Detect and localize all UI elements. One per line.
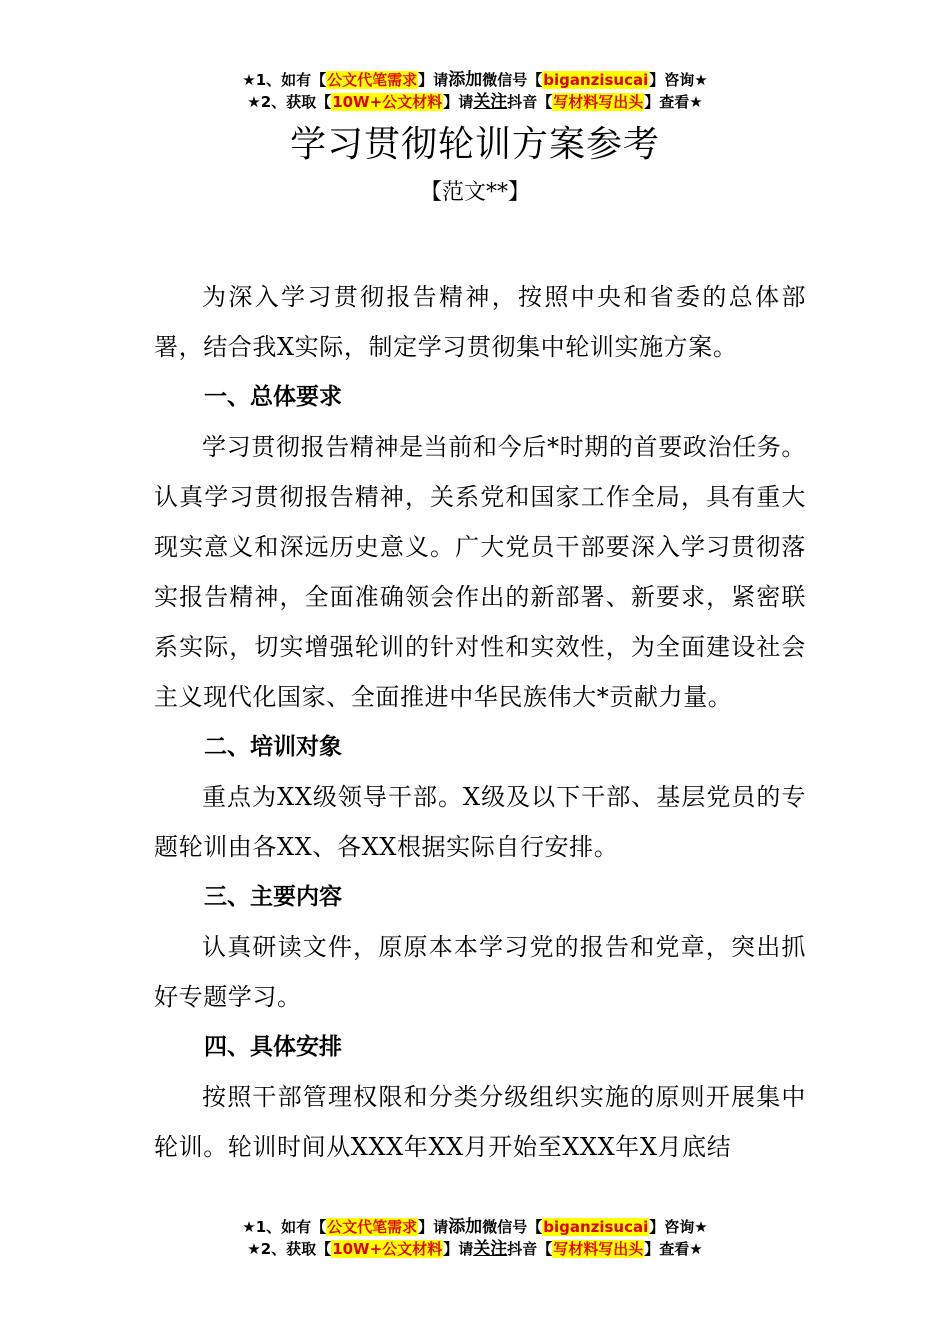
promo-banner-bottom [0,1216,950,1260]
section-heading: 一、总体要求 [204,384,342,410]
document-title: 学习贯彻轮训方案参考 [289,124,660,165]
highlight-service: 公文代笔需求 [327,1218,418,1236]
highlight-materials: 10W+公文材料 [332,93,443,111]
section-paragraph: 重点为XX级领导干部。X级及以下干部、基层党员的专题轮训由各XX、各XX根据实际自行安排。 [154,783,806,861]
section-heading: 三、主要内容 [204,884,342,910]
highlight-wechat-id: biganzisucai [543,1218,649,1236]
highlight-wechat-id: biganzisucai [543,71,649,89]
intro-paragraph: 为深入学习贯彻报告精神，按照中央和省委的总体部署，结合我X实际，制定学习贯彻集中轮训实施方案。 [154,283,806,361]
promo-line-1: ★1、如有【公文代笔需求】请添加微信号【biganzisucai】咨询★ [242,1217,708,1237]
document-subtitle: 【范文**】 [419,180,530,205]
section-paragraph: 学习贯彻报告精神是当前和今后*时期的首要政治任务。认真学习贯彻报告精神，关系党和国家工作全局，具有重大现实意义和深远历史意义。广大党员干部要深入学习贯彻落实报告精神，全面准确领会作出的新部署、新要求，紧密联系实际，切实增强轮训的针对性和实效性，为全面建设社会主义现代化国家、全面推进中华民族伟大*贡献力量。 [154,433,806,711]
section-paragraph: 认真研读文件，原原本本学习党的报告和党章，突出抓好专题学习。 [154,933,806,1011]
highlight-service: 公文代笔需求 [327,71,418,89]
highlight-douyin-account: 写材料写出头 [553,1240,644,1258]
document-body [154,272,806,1172]
promo-banner-top [0,69,950,113]
section-heading: 二、培训对象 [204,734,342,760]
promo-line-2: ★2、获取【10W+公文材料】请关注抖音【写材料写出头】查看★ [247,1239,703,1259]
promo-line-1: ★1、如有【公文代笔需求】请添加微信号【biganzisucai】咨询★ [242,70,708,90]
promo-line-2: ★2、获取【10W+公文材料】请关注抖音【写材料写出头】查看★ [247,92,703,112]
section-heading: 四、具体安排 [204,1034,342,1060]
highlight-douyin-account: 写材料写出头 [553,93,644,111]
section-paragraph: 按照干部管理权限和分类分级组织实施的原则开展集中轮训。轮训时间从XXX年XX月开始至XXX年X月底结 [154,1083,806,1161]
highlight-materials: 10W+公文材料 [332,1240,443,1258]
